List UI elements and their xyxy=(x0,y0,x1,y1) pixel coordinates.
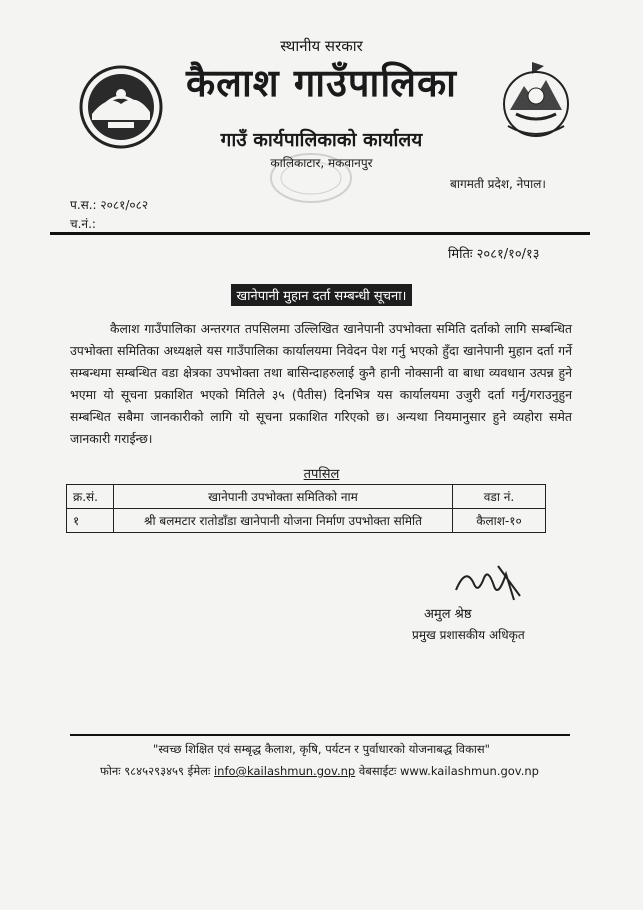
province-label: बागमती प्रदेश, नेपाल। xyxy=(450,177,546,191)
dispatch-number: च.नं.: xyxy=(70,217,96,231)
notice-body: कैलाश गाउँपालिका अन्तरगत तपसिलमा उल्लिखित खानेपानी उपभोक्ता समिति दर्ताको लागि सम्बन्धित उपभोक्ता समितिका अध्यक्षले यस गाउँपालिका कार्यालयमा निवेदन पेश गर्नु भएको हुँदा खानेपानी मुहान दर्ता गर्ने सम्बन्धमा सम्बन्धित वडा क्षेत्रका उपभोक्ता तथा बासिन्दाहरुलाई कुनै हानी नोक्सानी वा बाधा व्यवधान उत्पन्न हुने भएमा यो सूचना प्रकाशित भएको मितिले ३५ (पैतीस) दिनभित्र यस कार्यालयमा उजुरी दर्ता गर्नु/गराउनुहुन सम्बन्धित सबैमा जानकारीको लागि यो सूचना प्रकाशित गरिएको छ। अन्यथा नियमानुसार हुने व्यहोरा समेत जानकारी गराईन्छ। xyxy=(70,321,572,446)
office-address: कालिकाटार, मकवानपुर xyxy=(270,156,373,170)
organization-name: कैलाश गाउँपालिका xyxy=(186,61,457,105)
header-divider xyxy=(50,232,590,235)
column-header-ward: वडा नं. xyxy=(453,485,546,509)
reference-number: प.स.: २०८१/०८२ xyxy=(70,198,149,212)
footer-phone: फोनः ९८४५२९३४५९ xyxy=(100,764,185,778)
cell-committee-name: श्री बलमटार रातोडाँडा खानेपानी योजना निर्माण उपभोक्ता समिति xyxy=(114,509,453,533)
footer-slogan: "स्वच्छ शिक्षित एवं सम्बृद्ध कैलाश, कृषि, पर्यटन र पुर्वाधारको योजनाबद्ध विकास" xyxy=(153,742,490,756)
notice-subject: खानेपानी मुहान दर्ता सम्बन्धी सूचना। xyxy=(231,284,413,306)
footer-email-link[interactable]: info@kailashmun.gov.np xyxy=(213,764,356,778)
table-row xyxy=(67,509,546,533)
signatory-title: प्रमुख प्रशासकीय अधिकृत xyxy=(412,628,525,642)
footer-email-label: ईमेलः xyxy=(187,764,211,778)
faint-stamp-icon xyxy=(268,150,354,206)
schedule-title: तपसिल xyxy=(303,467,340,482)
footer-contact xyxy=(100,764,539,779)
signature-icon xyxy=(448,560,528,606)
footer-website-label: वेबसाईटः xyxy=(358,764,397,778)
subject-row xyxy=(0,284,643,306)
table-header-row xyxy=(67,485,546,509)
footer-divider xyxy=(70,734,570,736)
footer-website-link[interactable]: www.kailashmun.gov.np xyxy=(400,764,539,778)
government-label: स्थानीय सरकार xyxy=(280,37,363,55)
column-header-serial: क्र.सं. xyxy=(67,485,114,509)
office-name: गाउँ कार्यपालिकाको कार्यालय xyxy=(220,129,423,151)
cell-ward: कैलाश-१० xyxy=(453,509,546,533)
notice-date: मितिः २०८१/१०/१३ xyxy=(448,247,540,262)
column-header-committee: खानेपानी उपभोक्ता समितिको नाम xyxy=(114,485,453,509)
cell-serial: १ xyxy=(67,509,114,533)
schedule-table xyxy=(66,484,546,533)
signatory-name: अमुल श्रेष्ठ xyxy=(424,607,472,622)
